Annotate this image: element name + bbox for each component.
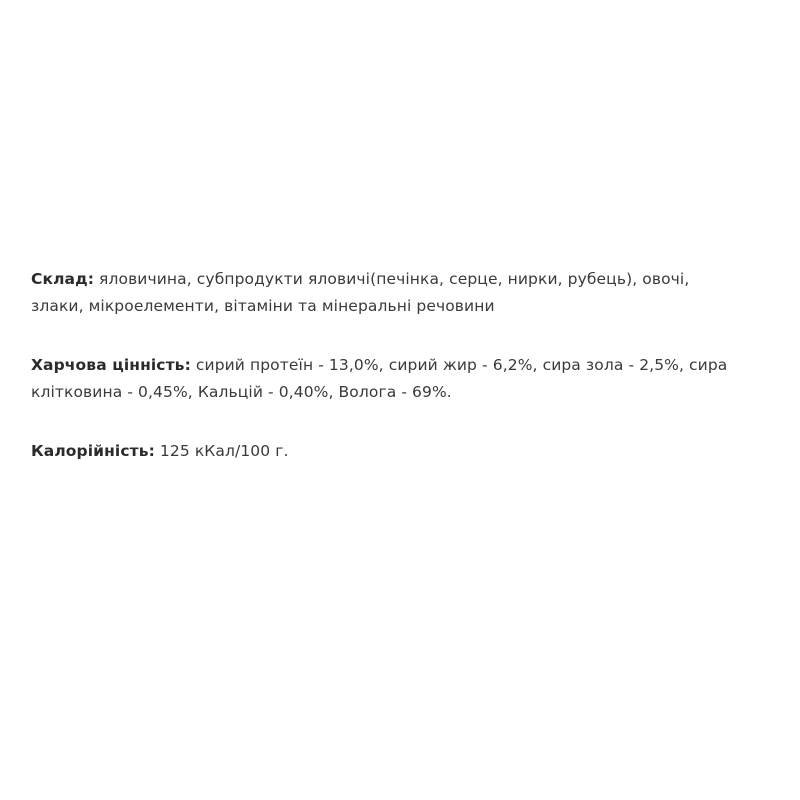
composition-text: яловичина, субпродукти яловичі(печінка, серце, нирки, рубець), овочі, злаки, мікроелементи, вітаміни та мінеральні речовини	[31, 269, 690, 316]
calories-text: 125 кКал/100 г.	[154, 441, 289, 460]
calories-label: Калорійність:	[31, 441, 155, 460]
nutrition-text: сирий протеїн - 13,0%, сирий жир - 6,2%, сира зола - 2,5%, сира клітковина - 0,45%, Кальцій - 0,40%, Волога - 69%.	[31, 355, 728, 402]
nutrition-label: Харчова цінність:	[31, 355, 191, 374]
calories-paragraph	[31, 438, 531, 466]
composition-paragraph	[31, 266, 721, 321]
composition-label: Склад:	[31, 269, 95, 288]
nutrition-paragraph	[31, 352, 740, 407]
